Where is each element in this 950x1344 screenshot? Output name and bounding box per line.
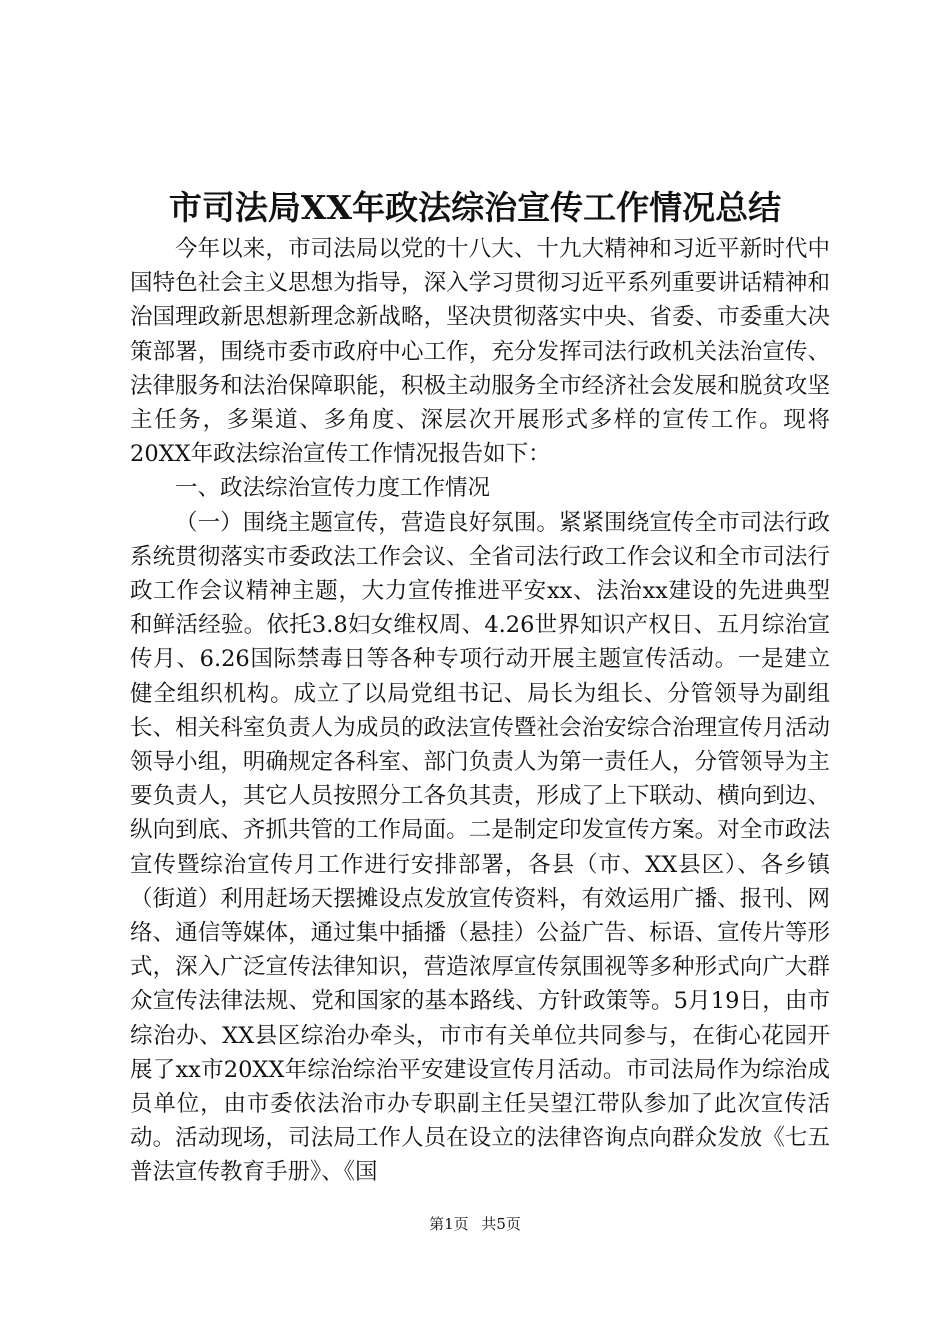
intro-paragraph: 今年以来，市司法局以党的十八大、十九大精神和习近平新时代中国特色社会主义思想为指导，深入学习贯彻习近平系列重要讲话精神和治国理政新思想新理念新战略，坚决贯彻落实中央、省委、市委重大决策部署，围绕市委市政府中心工作，充分发挥司法行政机关法治宣传、法律服务和法治保障职能，积极主动服务全市经济社会发展和脱贫攻坚主任务，多渠道、多角度、深层次开展形式多样的宣传工作。现将20XX年政法综治宣传工作情况报告如下： [130, 236, 830, 468]
document-title: 市司法局XX年政法综治宣传工作情况总结 [168, 188, 782, 227]
section-heading: 一、政法综治宣传力度工作情况 [175, 475, 491, 502]
page-footer [0, 1214, 950, 1234]
page-total: 共5页 [481, 1215, 521, 1233]
document-body [130, 232, 830, 1190]
page-number: 第1页 [429, 1215, 469, 1233]
section-paragraph: （一）围绕主题宣传，营造良好氛围。紧紧围绕宣传全市司法行政系统贯彻落实市委政法工作会议、全省司法行政工作会议和全市司法行政工作会议精神主题，大力宣传推进平安xx、法治xx建设的先进典型和鲜活经验。依托3.8妇女维权周、4.26世界知识产权日、五月综治宣传月、6.26国际禁毒日等各种专项行动开展主题宣传活动。一是建立健全组织机构。成立了以局党组书记、局长为组长、分管领导为副组长、相关科室负责人为成员的政法宣传暨社会治安综合治理宣传月活动领导小组，明确规定各科室、部门负责人为第一责任人，分管领导为主要负责人，其它人员按照分工各负其责，形成了上下联动、横向到边、纵向到底、齐抓共管的工作局面。二是制定印发宣传方案。对全市政法宣传暨综治宣传月工作进行安排部署，各县（市、XX县区）、各乡镇（街道）利用赶场天摆摊设点发放宣传资料，有效运用广播、报刊、网络、通信等媒体，通过集中插播（悬挂）公益广告、标语、宣传片等形式，深入广泛宣传法律知识，营造浓厚宣传氛围视等多种形式向广大群众宣传法律法规、党和国家的基本路线、方针政策等。5月19日，由市综治办、XX县区综治办牵头，市市有关单位共同参与，在街心花园开展了xx市20XX年综治综治平安建设宣传月活动。市司法局作为综治成员单位，由市委依法治市办专职副主任吴望江带队参加了此次宣传活动。活动现场，司法局工作人员在设立的法律咨询点向群众发放《七五普法宣传教育手册》、《国 [130, 509, 830, 1186]
